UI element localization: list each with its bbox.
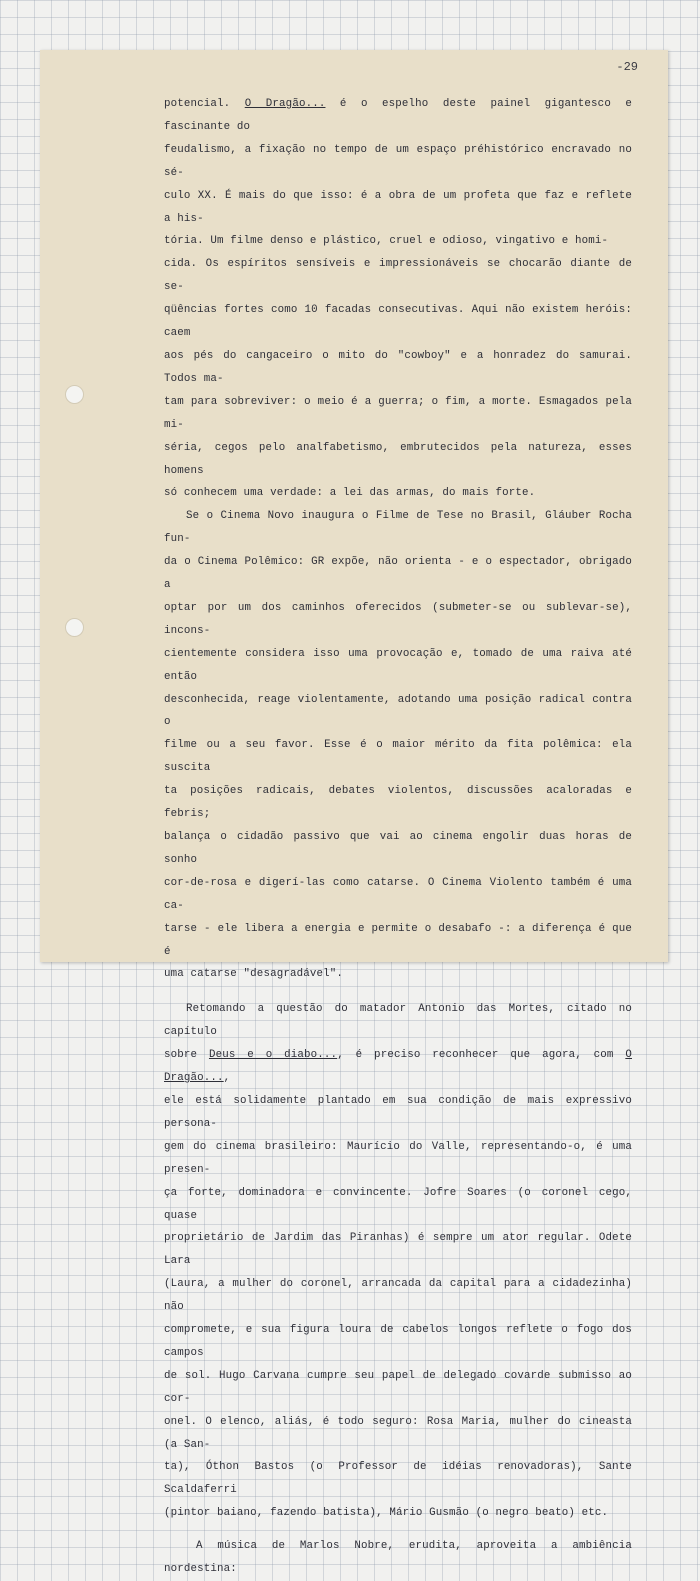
punch-hole-top xyxy=(65,385,84,404)
text-line: proprietário de Jardim das Piranhas) é sempre um ator regular. Odete Lara xyxy=(164,1232,632,1268)
text-line: feudalismo, a fixação no tempo de um espaço préhistórico encravado no sé- xyxy=(164,143,632,179)
text-line: ta posições radicais, debates violentos, discussões acaloradas e febris; xyxy=(164,785,632,821)
text-line: A música de Marlos Nobre, erudita, aproveita a ambiência nordestina: xyxy=(164,1540,632,1576)
text-line: tam para sobreviver: o meio é a guerra; o fim, a morte. Esmagados pela mi- xyxy=(164,395,632,431)
text-line: cor-de-rosa e digerí-las como catarse. O Cinema Violento também é uma ca- xyxy=(164,876,632,912)
punch-hole-bottom xyxy=(65,618,84,637)
text-line: aos pés do cangaceiro o mito do "cowboy" e a honradez do samurai. Todos ma- xyxy=(164,349,632,385)
text-line: ta), Óthon Bastos (o Professor de idéias renovadoras), Sante Scaldaferri xyxy=(164,1461,632,1497)
text-line: balança o cidadão passivo que vai ao cinema engolir duas horas de sonho xyxy=(164,831,632,866)
text-line: cientemente considera isso uma provocação e, tomado de uma raiva até então xyxy=(164,647,632,683)
text-line: de sol. Hugo Carvana cumpre seu papel de delegado covarde submisso ao cor- xyxy=(164,1369,632,1405)
text-line: culo XX. É mais do que isso: é a obra de um profeta que faz e reflete a his- xyxy=(164,189,632,225)
text-line: sobre Deus e o diabo..., é preciso reconhecer que agora, com O Dragão..., xyxy=(164,1049,632,1085)
text-line: compromete, e sua figura loura de cabelos longos reflete o fogo dos campos xyxy=(164,1324,632,1359)
text-line: da o Cinema Polêmico: GR expõe, não orienta - e o espectador, obrigado a xyxy=(164,556,632,592)
text-line: tória. Um filme denso e plástico, cruel e odioso, vingativo e homi- xyxy=(164,235,609,248)
text-line: uma catarse "desagradável". xyxy=(164,968,343,981)
text-line: gem do cinema brasileiro: Maurício do Valle, representando-o, é uma presen- xyxy=(164,1140,632,1176)
text-line: desconhecida, reage violentamente, adotando uma posição radical contra o xyxy=(164,693,632,729)
text-line: séria, cegos pelo analfabetismo, embrutecidos pela natureza, esses homens xyxy=(164,441,632,477)
text-line: só conhecem uma verdade: a lei das armas, do mais forte. xyxy=(164,487,536,500)
film-title: O Dragão... xyxy=(164,1049,632,1085)
text-line: cida. Os espíritos sensíveis e impressionáveis se chocarão diante de se- xyxy=(164,258,632,294)
page-number: -29 xyxy=(616,60,638,74)
text-line: Se o Cinema Novo inaugura o Filme de Tese no Brasil, Gláuber Rocha fun- xyxy=(164,510,632,546)
text-line: tarse - ele libera a energia e permite o desabafo -: a diferença é que é xyxy=(164,922,632,958)
text-line: ça forte, dominadora e convincente. Jofre Soares (o coronel cego, quase xyxy=(164,1186,632,1222)
text-line: Retomando a questão do matador Antonio das Mortes, citado no capítulo xyxy=(164,1003,632,1039)
film-title: O Dragão... xyxy=(244,98,326,110)
text-line: (Laura, a mulher do coronel, arrancada da capital para a cidadezinha) não xyxy=(164,1278,632,1314)
typewritten-page xyxy=(40,50,668,1576)
film-title: Deus e o diabo... xyxy=(208,1049,338,1062)
text-line: qüências fortes como 10 facadas consecutivas. Aqui não existem heróis: caem xyxy=(164,304,632,340)
text-line: ele está solidamente plantado em sua condição de mais expressivo persona- xyxy=(164,1094,632,1130)
text-line: onel. O elenco, aliás, é todo seguro: Rosa Maria, mulher do cineasta (a San- xyxy=(164,1415,632,1451)
text-line: potencial. O Dragão... é o espelho deste painel gigantesco e fascinante do xyxy=(164,98,633,133)
text-line: (pintor baiano, fazendo batista), Mário Gusmão (o negro beato) etc. xyxy=(164,1507,609,1520)
body-text xyxy=(164,93,632,1581)
text-line: filme ou a seu favor. Esse é o maior mérito da fita polêmica: ela suscita xyxy=(164,739,632,775)
text-line: optar por um dos caminhos oferecidos (submeter-se ou sublevar-se), incons- xyxy=(164,601,632,637)
